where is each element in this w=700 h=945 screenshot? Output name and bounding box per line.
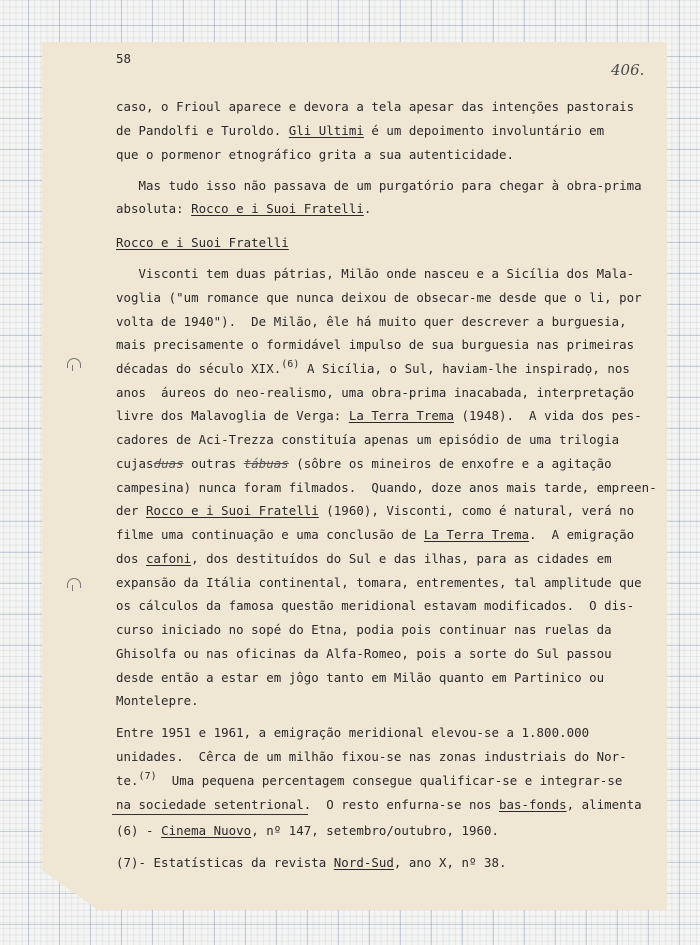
text-line: der Rocco e i Suoi Fratelli (1960), Visconti, como é natural, verá no [116, 503, 635, 518]
foreign-term: bas-fonds [499, 797, 567, 812]
text-line: expansão da Itália continental, tomara, entrementes, tal amplitude que [116, 575, 642, 590]
text-line: Ghisolfa ou nas oficinas da Alfa-Romeo, pois a sorte do Sul passou [116, 646, 612, 661]
footnote-ref: (7) [138, 771, 157, 782]
journal-title: Cinema Nuovo [161, 823, 252, 838]
text-line: curso iniciado no sopé do Etna, podia pois continuar nas ruelas da [116, 622, 612, 637]
text-line: te.$^{(7)}$ Uma pequena percentagem consegue qualificar-se e integrar-se [116, 771, 623, 788]
text-line: Mas tudo isso não passava de um purgatório para chegar à obra-prima [116, 178, 642, 193]
text-line: desde então a estar em jôgo tanto em Milão quanto em Partinico ou [116, 670, 605, 685]
text-line: Visconti tem duas pátrias, Milão onde nasceu e a Sicília dos Mala- [116, 266, 635, 281]
italian-term: cafoni [146, 551, 192, 566]
typed-page-number: 58 [116, 51, 132, 66]
punch-hole-mark-upper [67, 358, 81, 368]
text-line: volta de 1940"). De Milão, êle há muito quer descrever a burguesia, [116, 314, 627, 329]
text-line: unidades. Cêrca de um milhão fixou-se nas zonas industriais do Nor- [116, 749, 627, 764]
text-line: décadas do século XIX.$^{(6)}$ A Sicília, o Sul, haviam-lhe inspiradọ, nos [116, 359, 630, 376]
handwritten-page-number: 406. [611, 61, 645, 79]
footnote-7: (7)- Estatísticas da revista Nord-Sud, ano X, nº 38. [116, 855, 507, 870]
text-line: os cálculos da famosa questão meridional estavam modificados. O dis- [116, 598, 635, 613]
text-line: cadores de Aci-Trezza constituía apenas um episódio de uma trilogia [116, 432, 620, 447]
text-line: anos áureos do neo-realismo, uma obra-prima inacabada, interpretação [116, 385, 635, 400]
text-line: Entre 1951 e 1961, a emigração meridional elevou-se a 1.800.000 [116, 725, 590, 740]
text-line: absoluta: Rocco e i Suoi Fratelli. [116, 201, 372, 216]
struck-handwritten-word: duas [153, 456, 184, 471]
text-line: Montelepre. [116, 693, 199, 708]
text-line: campesina) nunca foram filmados. Quando, doze anos mais tarde, empreen- [116, 480, 657, 495]
text-line: voglia ("um romance que nunca deixou de obsecar-me desde que o li, por [116, 290, 642, 305]
text-line: livre dos Malavoglia de Verga: La Terra Trema (1948). A vida dos pes- [116, 408, 642, 423]
footnote-separator [112, 814, 308, 815]
text-line: caso, o Frioul aparece e devora a tela apesar das intenções pastorais [116, 99, 635, 114]
text-line: mais precisamente o formidável impulso de sua burguesia nas primeiras [116, 337, 635, 352]
text-line: na sociedade setentrional. O resto enfurna-se nos bas-fonds, alimenta [116, 797, 642, 812]
footnote-6: (6) - Cinema Nuovo, nº 147, setembro/outubro, 1960. [116, 823, 500, 838]
film-title: Rocco e i Suoi Fratelli [146, 503, 319, 518]
punch-hole-mark-lower [67, 578, 81, 588]
footnote-ref: (6) [281, 359, 300, 370]
film-title: Rocco e i Suoi Fratelli [191, 201, 364, 216]
text-line: que o pormenor etnográfico grita a sua autenticidade. [116, 147, 515, 162]
text-line: cujasduas outras tábuas (sôbre os mineiros de enxofre e a agitação [116, 456, 612, 471]
film-title: La Terra Trema [348, 408, 454, 423]
text-line: filme uma continuação e uma conclusão de La Terra Trema. A emigração [116, 527, 635, 542]
film-title: La Terra Trema [423, 527, 530, 542]
film-title: Gli Ultimi [288, 123, 364, 138]
struck-handwritten-word: tábuas [243, 456, 289, 471]
section-heading: Rocco e i Suoi Fratelli [116, 235, 289, 250]
text-line: de Pandolfi e Turoldo. Gli Ultimi é um depoimento involuntário em [116, 123, 605, 138]
journal-title: Nord-Sud [333, 855, 394, 870]
text-line: dos cafoni, dos destituídos do Sul e das ilhas, para as cidades em [116, 551, 612, 566]
